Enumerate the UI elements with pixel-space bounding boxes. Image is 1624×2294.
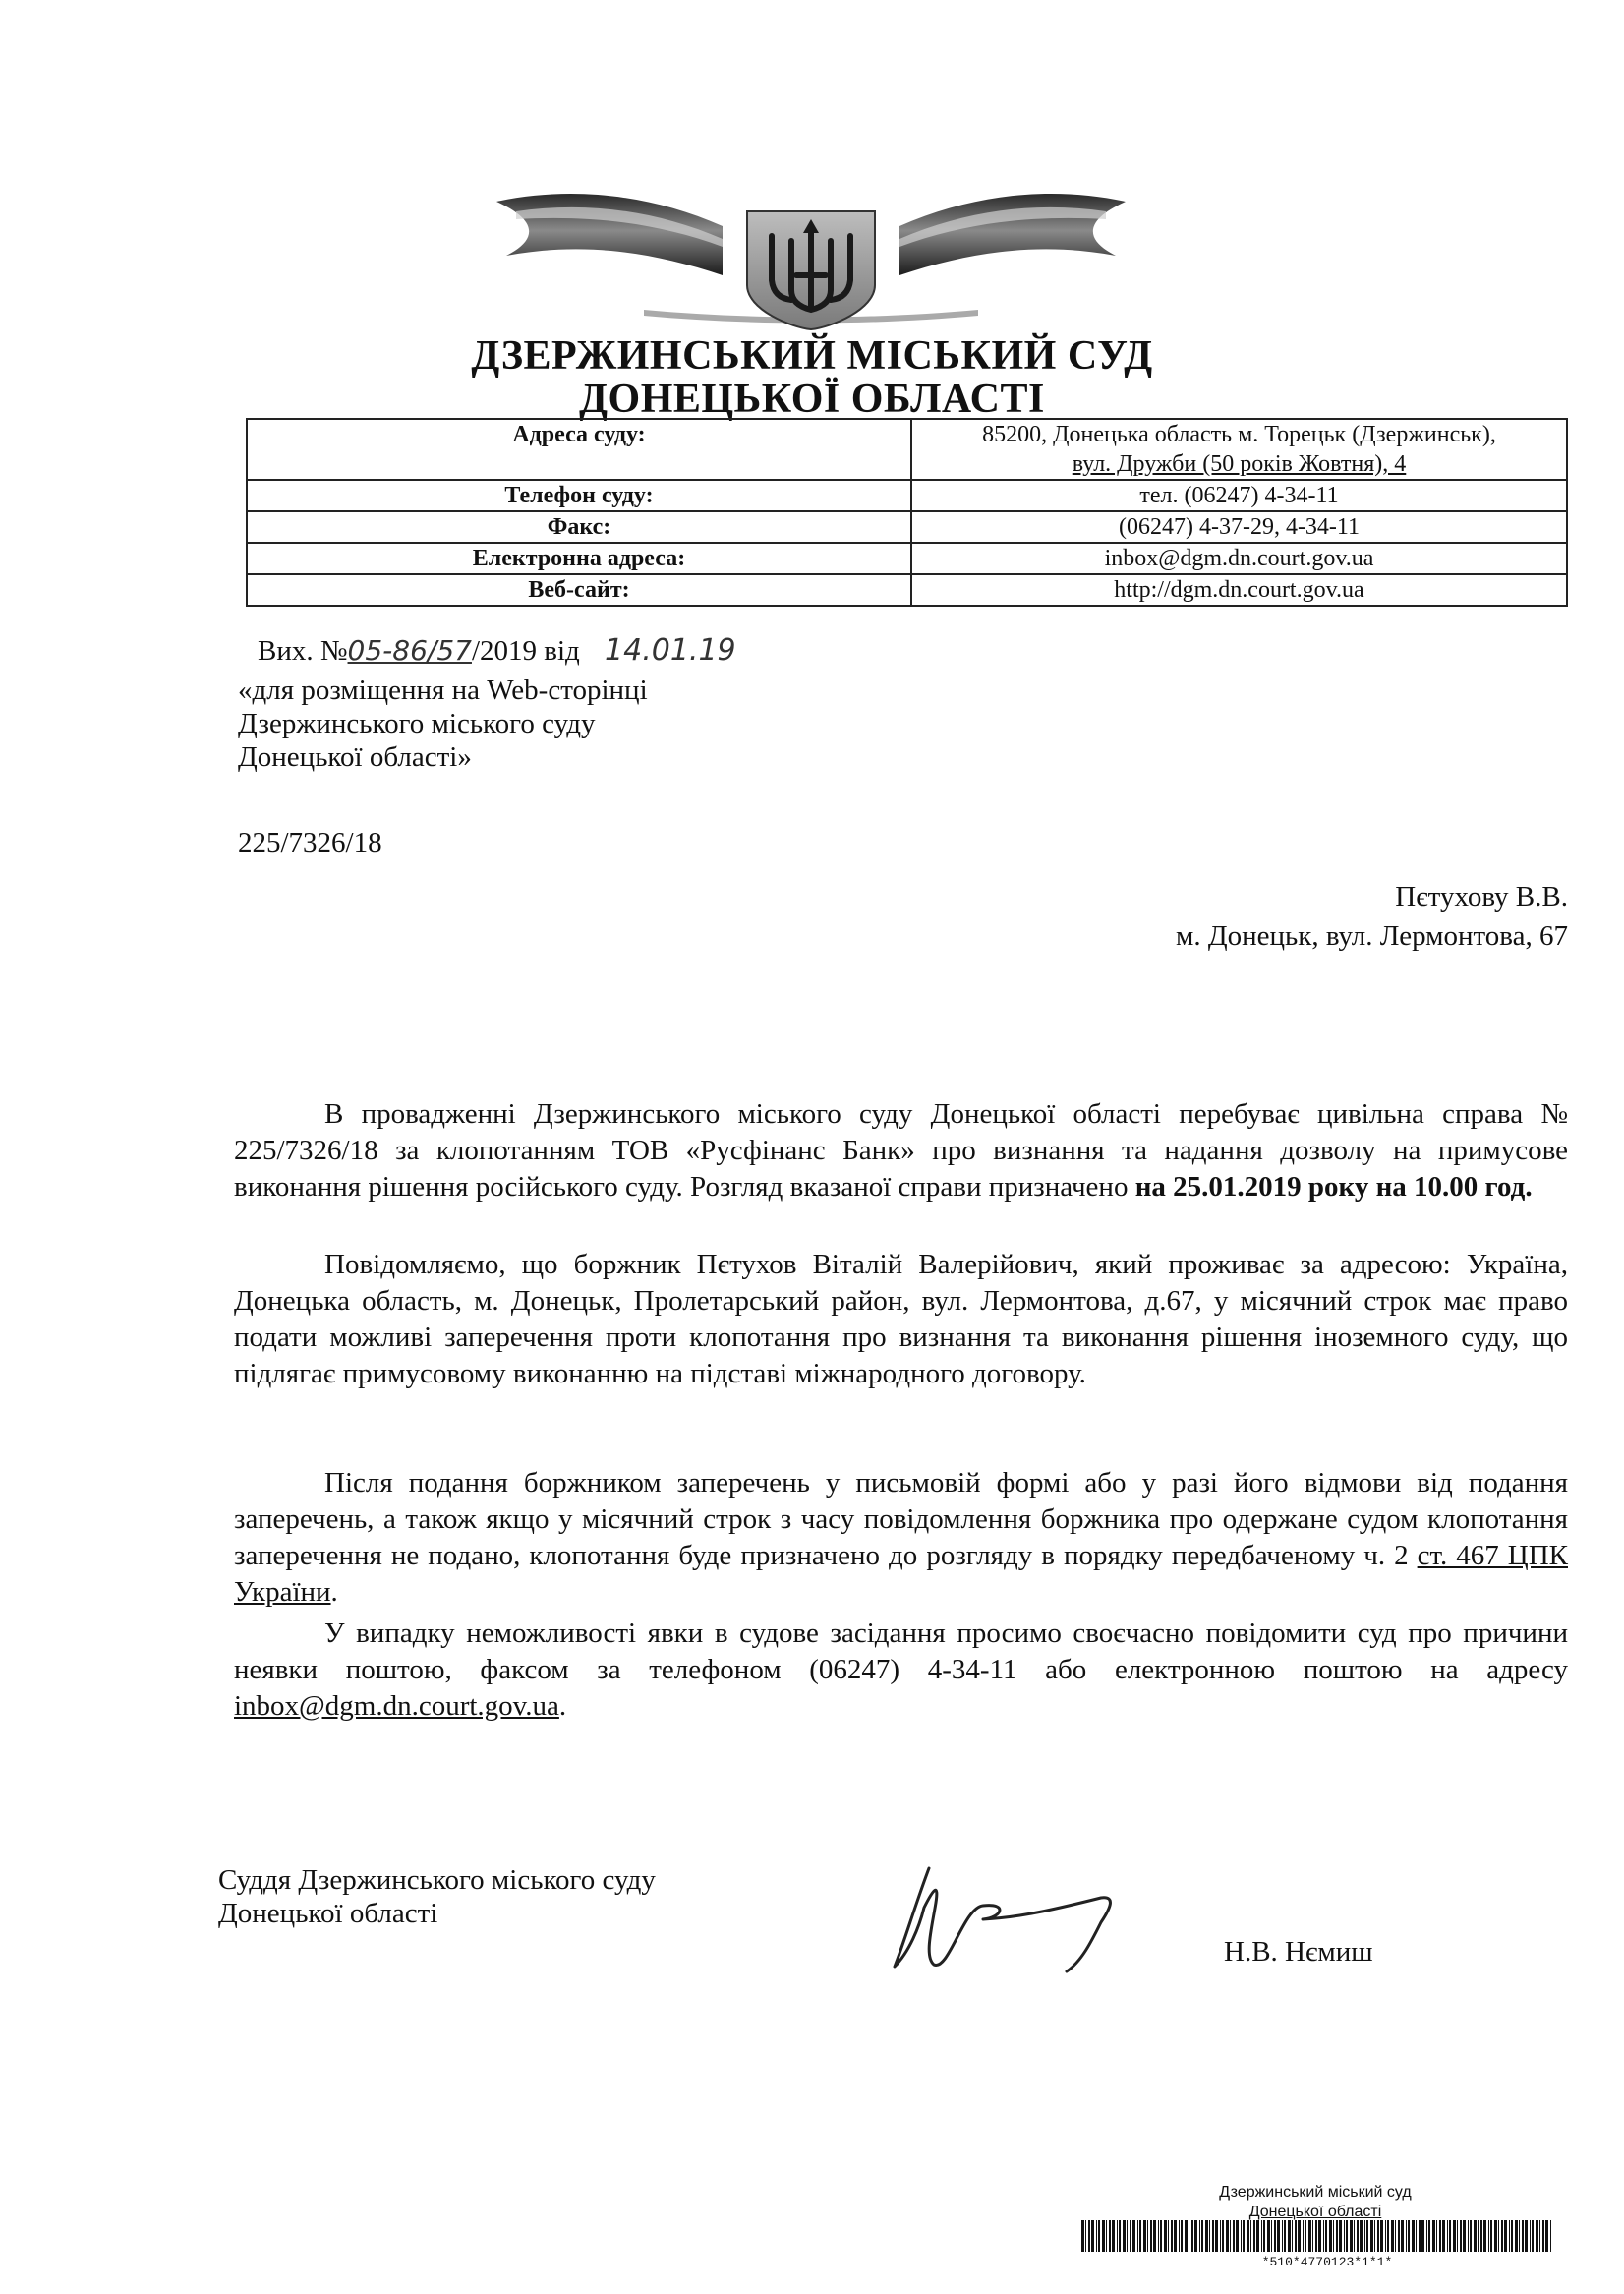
table-row — [247, 574, 1567, 606]
body-paragraph-1 — [234, 1096, 1568, 1206]
address-line1: 85200, Донецька область м. Торецьк (Дзержинськ), — [982, 422, 1496, 447]
paragraph-text: У випадку неможливості явки в судове засідання просимо своєчасно повідомити суд про причини неявки поштою, факсом за телефоном (06247) 4-34-11 або електронною поштою на адресу — [234, 1618, 1568, 1685]
court-title-line2: ДОНЕЦЬКОЇ ОБЛАСТІ — [579, 377, 1045, 422]
phone-label: Телефон суду: — [247, 480, 911, 511]
judge-title-line2: Донецької області — [218, 1898, 438, 1929]
handwritten-signature — [875, 1849, 1131, 1986]
outgoing-prefix: Вих. № — [258, 635, 348, 667]
court-emblem-logo — [496, 172, 1126, 334]
outgoing-from: від — [544, 635, 580, 667]
web-note-line3: Донецької області» — [238, 741, 472, 773]
judge-title — [218, 1863, 656, 1930]
stamp-line2: Донецької області — [1248, 2204, 1382, 2220]
recipient-address: м. Донецьк, вул. Лермонтова, 67 — [1175, 920, 1568, 952]
website-label: Веб-сайт: — [247, 574, 911, 606]
law-reference-link[interactable]: ст. 467 ЦПК України — [234, 1540, 1568, 1608]
web-note — [238, 674, 648, 774]
address-value — [911, 419, 1567, 480]
email-label: Електронна адреса: — [247, 543, 911, 574]
website-value: http://dgm.dn.court.gov.ua — [911, 574, 1567, 606]
paragraph-text: Після подання боржником заперечень у письмовій формі або у разі його відмови від подання заперечень, а також якщо у місячний строк з часу повідомлення боржника про одержане судом клопотання заперечення не подано, клопотання буде призначено до розгляду в порядку передбаченому ч. 2 — [234, 1467, 1568, 1571]
outgoing-date-handwritten: 14.01.19 — [605, 633, 736, 668]
fax-value: (06247) 4-37-29, 4-34-11 — [911, 511, 1567, 543]
judge-title-line1: Суддя Дзержинського міського суду — [218, 1864, 656, 1896]
hearing-date: на 25.01.2019 року на 10.00 год. — [1134, 1171, 1533, 1203]
fax-label: Факс: — [247, 511, 911, 543]
table-row — [247, 511, 1567, 543]
email-value: inbox@dgm.dn.court.gov.ua — [911, 543, 1567, 574]
address-label: Адреса суду: — [247, 419, 911, 480]
paragraph-text: В провадженні Дзержинського міського суду Донецької області перебуває цивільна справа № 225/7326/18 за клопотанням ТОВ «Русфінанс Банк» про визнання та надання дозволу на примусове виконання рішення російського суду. Розгляд вказаної справи призначено — [234, 1098, 1568, 1203]
barcode-number: *510*4770123*1*1* — [1261, 2255, 1393, 2269]
court-title-line1: ДЗЕРЖИНСЬКИЙ МІСЬКИЙ СУД — [471, 333, 1153, 379]
body-paragraph-4 — [234, 1616, 1568, 1725]
table-row — [247, 419, 1567, 480]
address-line2: вул. Дружби (50 років Жовтня), 4 — [1072, 451, 1407, 477]
paragraph-end: . — [558, 1690, 567, 1722]
stamp-line1: Дзержинський міський суд — [1219, 2184, 1412, 2201]
table-row — [247, 480, 1567, 511]
web-note-line1: «для розміщення на Web-сторінці — [238, 675, 648, 706]
phone-value: тел. (06247) 4-34-11 — [911, 480, 1567, 511]
recipient-block — [983, 880, 1568, 953]
email-link[interactable]: inbox@dgm.dn.court.gov.ua — [234, 1690, 559, 1722]
paragraph-end: . — [330, 1576, 338, 1608]
recipient-name: Пєтухову В.В. — [1395, 881, 1568, 912]
body-paragraph-3 — [234, 1465, 1568, 1611]
barcode-icon — [1081, 2220, 1553, 2252]
judge-name: Н.В. Нємиш — [1224, 1936, 1373, 1968]
registry-stamp — [1197, 2183, 1433, 2222]
outgoing-year: /2019 — [471, 635, 538, 667]
outgoing-number-handwritten: 05-86/57 — [347, 634, 472, 667]
web-note-line2: Дзержинського міського суду — [238, 708, 596, 739]
case-number: 225/7326/18 — [238, 827, 382, 858]
table-row — [247, 543, 1567, 574]
outgoing-number-line — [258, 634, 736, 668]
court-contacts-table — [246, 418, 1568, 607]
body-paragraph-2: Повідомляємо, що боржник Пєтухов Віталій Валерійович, який проживає за адресою: Україна, Донецька область, м. Донецьк, Пролетарський район, вул. Лермонтова, д.67, у місячний строк має право подати можливі заперечення проти клопотання про визнання та виконання рішення іноземного суду, що підлягає примусовому виконанню на підставі міжнародного договору. — [234, 1249, 1568, 1389]
